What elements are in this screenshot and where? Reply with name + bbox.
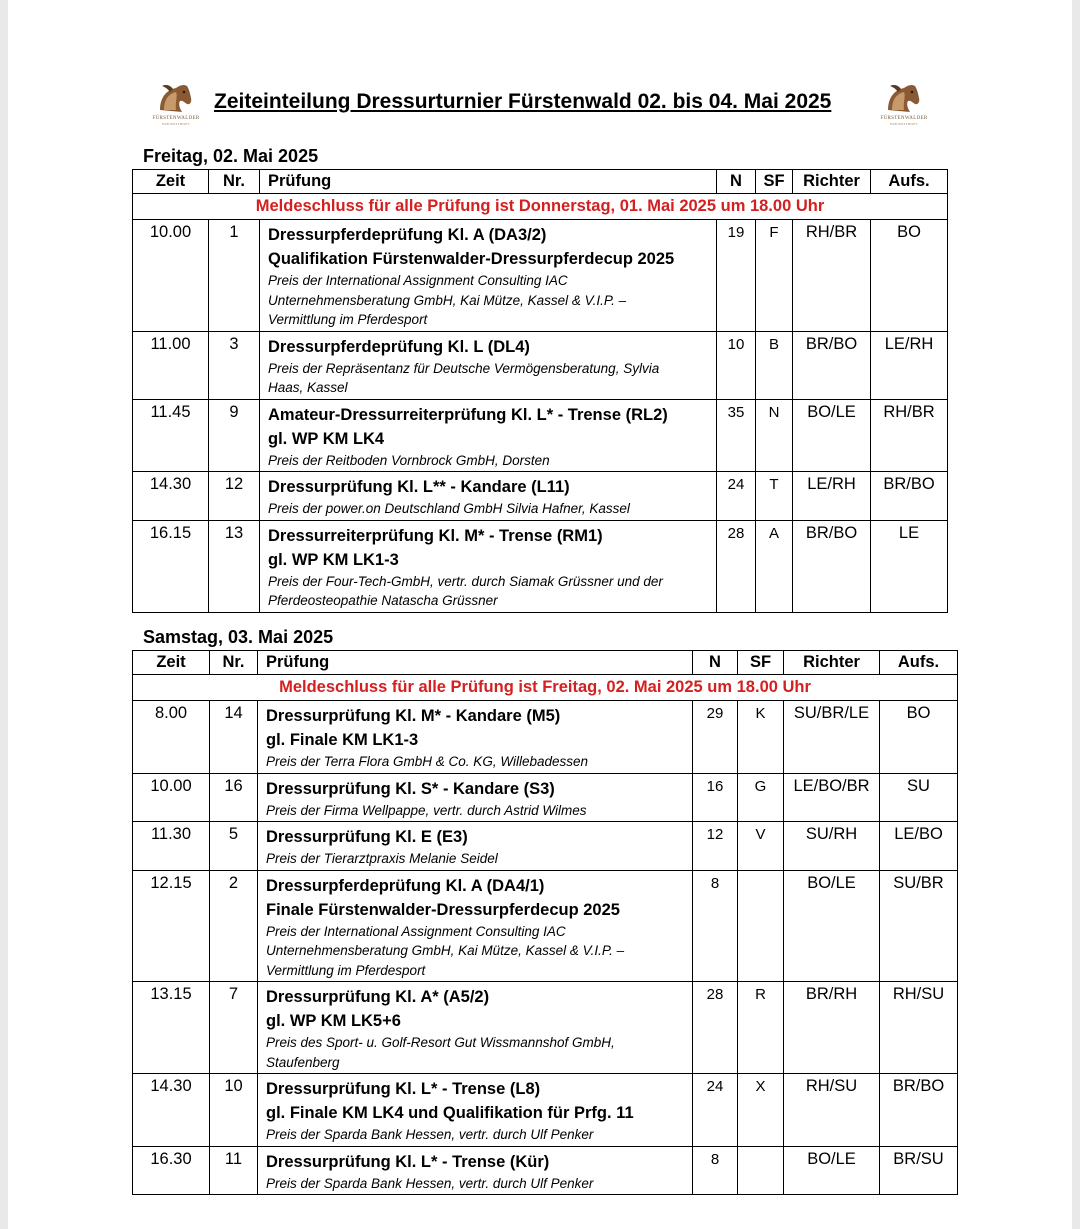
sponsor-line: Preis der Repräsentanz für Deutsche Vermögensberatung, Sylvia [268,360,660,376]
cell-aufs: BO [871,220,948,332]
sponsor-line: Preis der International Assignment Consulting IAC [268,273,568,288]
col-header-zeit: Zeit [133,651,210,675]
cell-sf: R [738,982,784,1074]
cell-nr: 3 [209,331,260,399]
col-header-zeit: Zeit [133,170,209,194]
cell-pruefung [258,870,693,982]
cell-n: 8 [693,1146,738,1195]
cell-nr: 13 [209,520,260,612]
table-row [133,822,958,871]
cell-nr: 5 [210,822,258,871]
cell-sf [738,1146,784,1195]
table-row [133,773,958,822]
logo-brand-text: FÜRSTENWALDER [880,116,928,121]
cell-sf: T [756,472,793,521]
cell-sf: X [738,1074,784,1147]
cell-zeit: 11.45 [133,399,209,472]
sponsor-line: Unternehmensberatung GmbH, Kai Mütze, Kassel & V.I.P. – [266,943,625,958]
pruefung-line: Dressurprüfung Kl. A* (A5/2) [266,988,490,1006]
col-header-richter: Richter [793,170,871,194]
sponsor-line: Preis der Sparda Bank Hessen, vertr. durch Ulf Penker [266,1175,594,1191]
cell-zeit: 10.00 [133,773,210,822]
cell-richter: BR/BO [793,520,871,612]
sponsor-line: Staufenberg [266,1054,340,1070]
deadline-notice: Meldeschluss für alle Prüfung ist Donnerstag, 01. Mai 2025 um 18.00 Uhr [133,194,948,220]
cell-pruefung [260,399,717,472]
cell-zeit: 13.15 [133,982,210,1074]
sponsor-line: Preis der power.on Deutschland GmbH Silvia Hafner, Kassel [268,501,630,516]
cell-zeit: 11.00 [133,331,209,399]
cell-richter: RH/SU [784,1074,880,1147]
cell-aufs: SU/BR [880,870,958,982]
cell-pruefung [258,822,693,871]
cell-richter: BR/BO [793,331,871,399]
pruefung-line: Qualifikation Fürstenwalder-Dressurpferdecup 2025 [268,250,675,268]
col-header-n: N [693,651,738,675]
cell-pruefung [260,472,717,521]
cell-nr: 10 [210,1074,258,1147]
cell-aufs: LE [871,520,948,612]
pruefung-line: Dressurprüfung Kl. M* - Kandare (M5) [266,707,561,725]
col-header-pruefung: Prüfung [260,170,717,194]
cell-sf: V [738,822,784,871]
cell-aufs: BR/BO [871,472,948,521]
cell-richter: SU/RH [784,822,880,871]
document-page [8,0,1072,1229]
pruefung-line: gl. WP KM LK4 [268,429,385,448]
horse-head-icon [874,80,934,116]
cell-nr: 11 [210,1146,258,1195]
pruefung-line: Dressurprüfung Kl. E (E3) [266,828,468,846]
cell-nr: 1 [209,220,260,332]
cell-nr: 9 [209,399,260,472]
sponsor-line: Haas, Kassel [268,380,348,395]
table-row [133,520,948,612]
cell-n: 35 [717,399,756,472]
cell-pruefung [258,701,693,774]
cell-aufs: SU [880,773,958,822]
day-title-saturday: Samstag, 03. Mai 2025 [143,627,334,647]
cell-aufs: BR/SU [880,1146,958,1195]
table-row [133,982,958,1074]
pruefung-line: gl. WP KM LK1-3 [268,550,399,569]
table-row [133,472,948,521]
notice-row [133,675,958,701]
cell-pruefung [258,1146,693,1195]
pruefung-line: Dressurpferdeprüfung Kl. L (DL4) [268,337,530,356]
cell-nr: 14 [210,701,258,774]
cell-pruefung [258,982,693,1074]
cell-richter: BO/LE [784,1146,880,1195]
col-header-nr: Nr. [210,651,258,675]
cell-n: 29 [693,701,738,774]
cell-richter: RH/BR [793,220,871,332]
cell-sf [738,870,784,982]
pruefung-line: Dressurprüfung Kl. S* - Kandare (S3) [266,779,555,798]
cell-nr: 7 [210,982,258,1074]
pruefung-line: Dressurpferdeprüfung Kl. A (DA3/2) [268,226,547,244]
pruefung-line: Dressurreiterprüfung Kl. M* - Trense (RM1) [268,526,603,545]
cell-aufs: RH/BR [871,399,948,472]
sponsor-line: Preis der Tierarztpraxis Melanie Seidel [266,851,498,866]
cell-n: 8 [693,870,738,982]
cell-aufs: LE/BO [880,822,958,871]
cell-n: 28 [717,520,756,612]
col-header-pruefung: Prüfung [258,651,693,675]
sponsor-line: Preis der Sparda Bank Hessen, vertr. durch Ulf Penker [266,1127,594,1142]
cell-nr: 12 [209,472,260,521]
cell-n: 24 [717,472,756,521]
schedule-table-friday [132,169,948,613]
cell-zeit: 12.15 [133,870,210,982]
logo-sub-text: FREIZEITHOFS [162,122,190,126]
sponsor-line: Vermittlung im Pferdesport [268,312,428,327]
cell-pruefung [260,520,717,612]
col-header-sf: SF [756,170,793,194]
pruefung-line: Dressurpferdeprüfung Kl. A (DA4/1) [266,876,545,895]
pruefung-line: Dressurprüfung Kl. L* - Trense (L8) [266,1080,541,1098]
cell-sf: K [738,701,784,774]
cell-sf: N [756,399,793,472]
cell-aufs: BO [880,701,958,774]
cell-sf: G [738,773,784,822]
col-header-richter: Richter [784,651,880,675]
table-row [133,399,948,472]
sponsor-line: Preis der Terra Flora GmbH & Co. KG, Willebadessen [266,754,588,769]
cell-richter: LE/RH [793,472,871,521]
cell-n: 16 [693,773,738,822]
cell-n: 10 [717,331,756,399]
cell-richter: LE/BO/BR [784,773,880,822]
cell-sf: B [756,331,793,399]
cell-aufs: BR/BO [880,1074,958,1147]
cell-pruefung [258,1074,693,1147]
cell-aufs: RH/SU [880,982,958,1074]
sponsor-line: Preis der Firma Wellpappe, vertr. durch Astrid Wilmes [266,802,587,818]
col-header-aufs: Aufs. [871,170,948,194]
cell-n: 19 [717,220,756,332]
sponsor-line: Preis des Sport- u. Golf-Resort Gut Wissmannshof GmbH, [266,1035,615,1050]
logo-sub-text: FREIZEITHOFS [890,122,918,126]
sponsor-line: Vermittlung im Pferdesport [266,962,426,978]
club-logo-left [146,80,206,126]
table-row [133,1074,958,1147]
cell-zeit: 10.00 [133,220,209,332]
pruefung-line: gl. Finale KM LK1-3 [266,731,419,749]
cell-richter: BR/RH [784,982,880,1074]
cell-n: 28 [693,982,738,1074]
table-header-row [133,651,958,675]
deadline-notice: Meldeschluss für alle Prüfung ist Freitag, 02. Mai 2025 um 18.00 Uhr [133,675,958,701]
col-header-n: N [717,170,756,194]
cell-pruefung [260,220,717,332]
horse-head-icon [146,80,206,116]
col-header-aufs: Aufs. [880,651,958,675]
logo-brand-text: FÜRSTENWALDER [152,116,200,121]
cell-zeit: 11.30 [133,822,210,871]
pruefung-line: Dressurprüfung Kl. L** - Kandare (L11) [268,478,570,496]
pruefung-line: gl. Finale KM LK4 und Qualifikation für Prfg. 11 [266,1104,634,1122]
pruefung-line: gl. WP KM LK5+6 [266,1012,401,1030]
col-header-sf: SF [738,651,784,675]
sponsor-line: Preis der International Assignment Consulting IAC [266,923,566,939]
cell-richter: BO/LE [793,399,871,472]
table-row [133,870,958,982]
cell-nr: 16 [210,773,258,822]
pruefung-line: Amateur-Dressurreiterprüfung Kl. L* - Trense (RL2) [268,405,668,424]
table-row [133,331,948,399]
sponsor-line: Unternehmensberatung GmbH, Kai Mütze, Kassel & V.I.P. – [268,292,627,308]
cell-richter: SU/BR/LE [784,701,880,774]
cell-zeit: 14.30 [133,1074,210,1147]
col-header-nr: Nr. [209,170,260,194]
cell-nr: 2 [210,870,258,982]
header [8,80,1072,130]
schedule-table-saturday [132,650,958,1195]
club-logo-right [874,80,934,126]
cell-n: 12 [693,822,738,871]
cell-zeit: 14.30 [133,472,209,521]
cell-richter: BO/LE [784,870,880,982]
cell-pruefung [260,331,717,399]
cell-zeit: 16.15 [133,520,209,612]
cell-sf: F [756,220,793,332]
pruefung-line: Dressurprüfung Kl. L* - Trense (Kür) [266,1152,550,1171]
table-row [133,1146,958,1195]
page-title: Zeiteinteilung Dressurturnier Fürstenwald 02. bis 04. Mai 2025 [214,90,832,113]
cell-pruefung [258,773,693,822]
cell-n: 24 [693,1074,738,1147]
cell-sf: A [756,520,793,612]
table-row [133,701,958,774]
day-title-friday: Freitag, 02. Mai 2025 [143,146,319,166]
cell-aufs: LE/RH [871,331,948,399]
table-row [133,220,948,332]
sponsor-line: Preis der Four-Tech-GmbH, vertr. durch Siamak Grüssner und der [268,573,663,589]
notice-row [133,194,948,220]
table-header-row [133,170,948,194]
sponsor-line: Pferdeosteopathie Natascha Grüssner [268,593,498,608]
cell-zeit: 8.00 [133,701,210,774]
sponsor-line: Preis der Reitboden Vornbrock GmbH, Dorsten [268,452,550,468]
pruefung-line: Finale Fürstenwalder-Dressurpferdecup 2025 [266,900,620,919]
cell-zeit: 16.30 [133,1146,210,1195]
